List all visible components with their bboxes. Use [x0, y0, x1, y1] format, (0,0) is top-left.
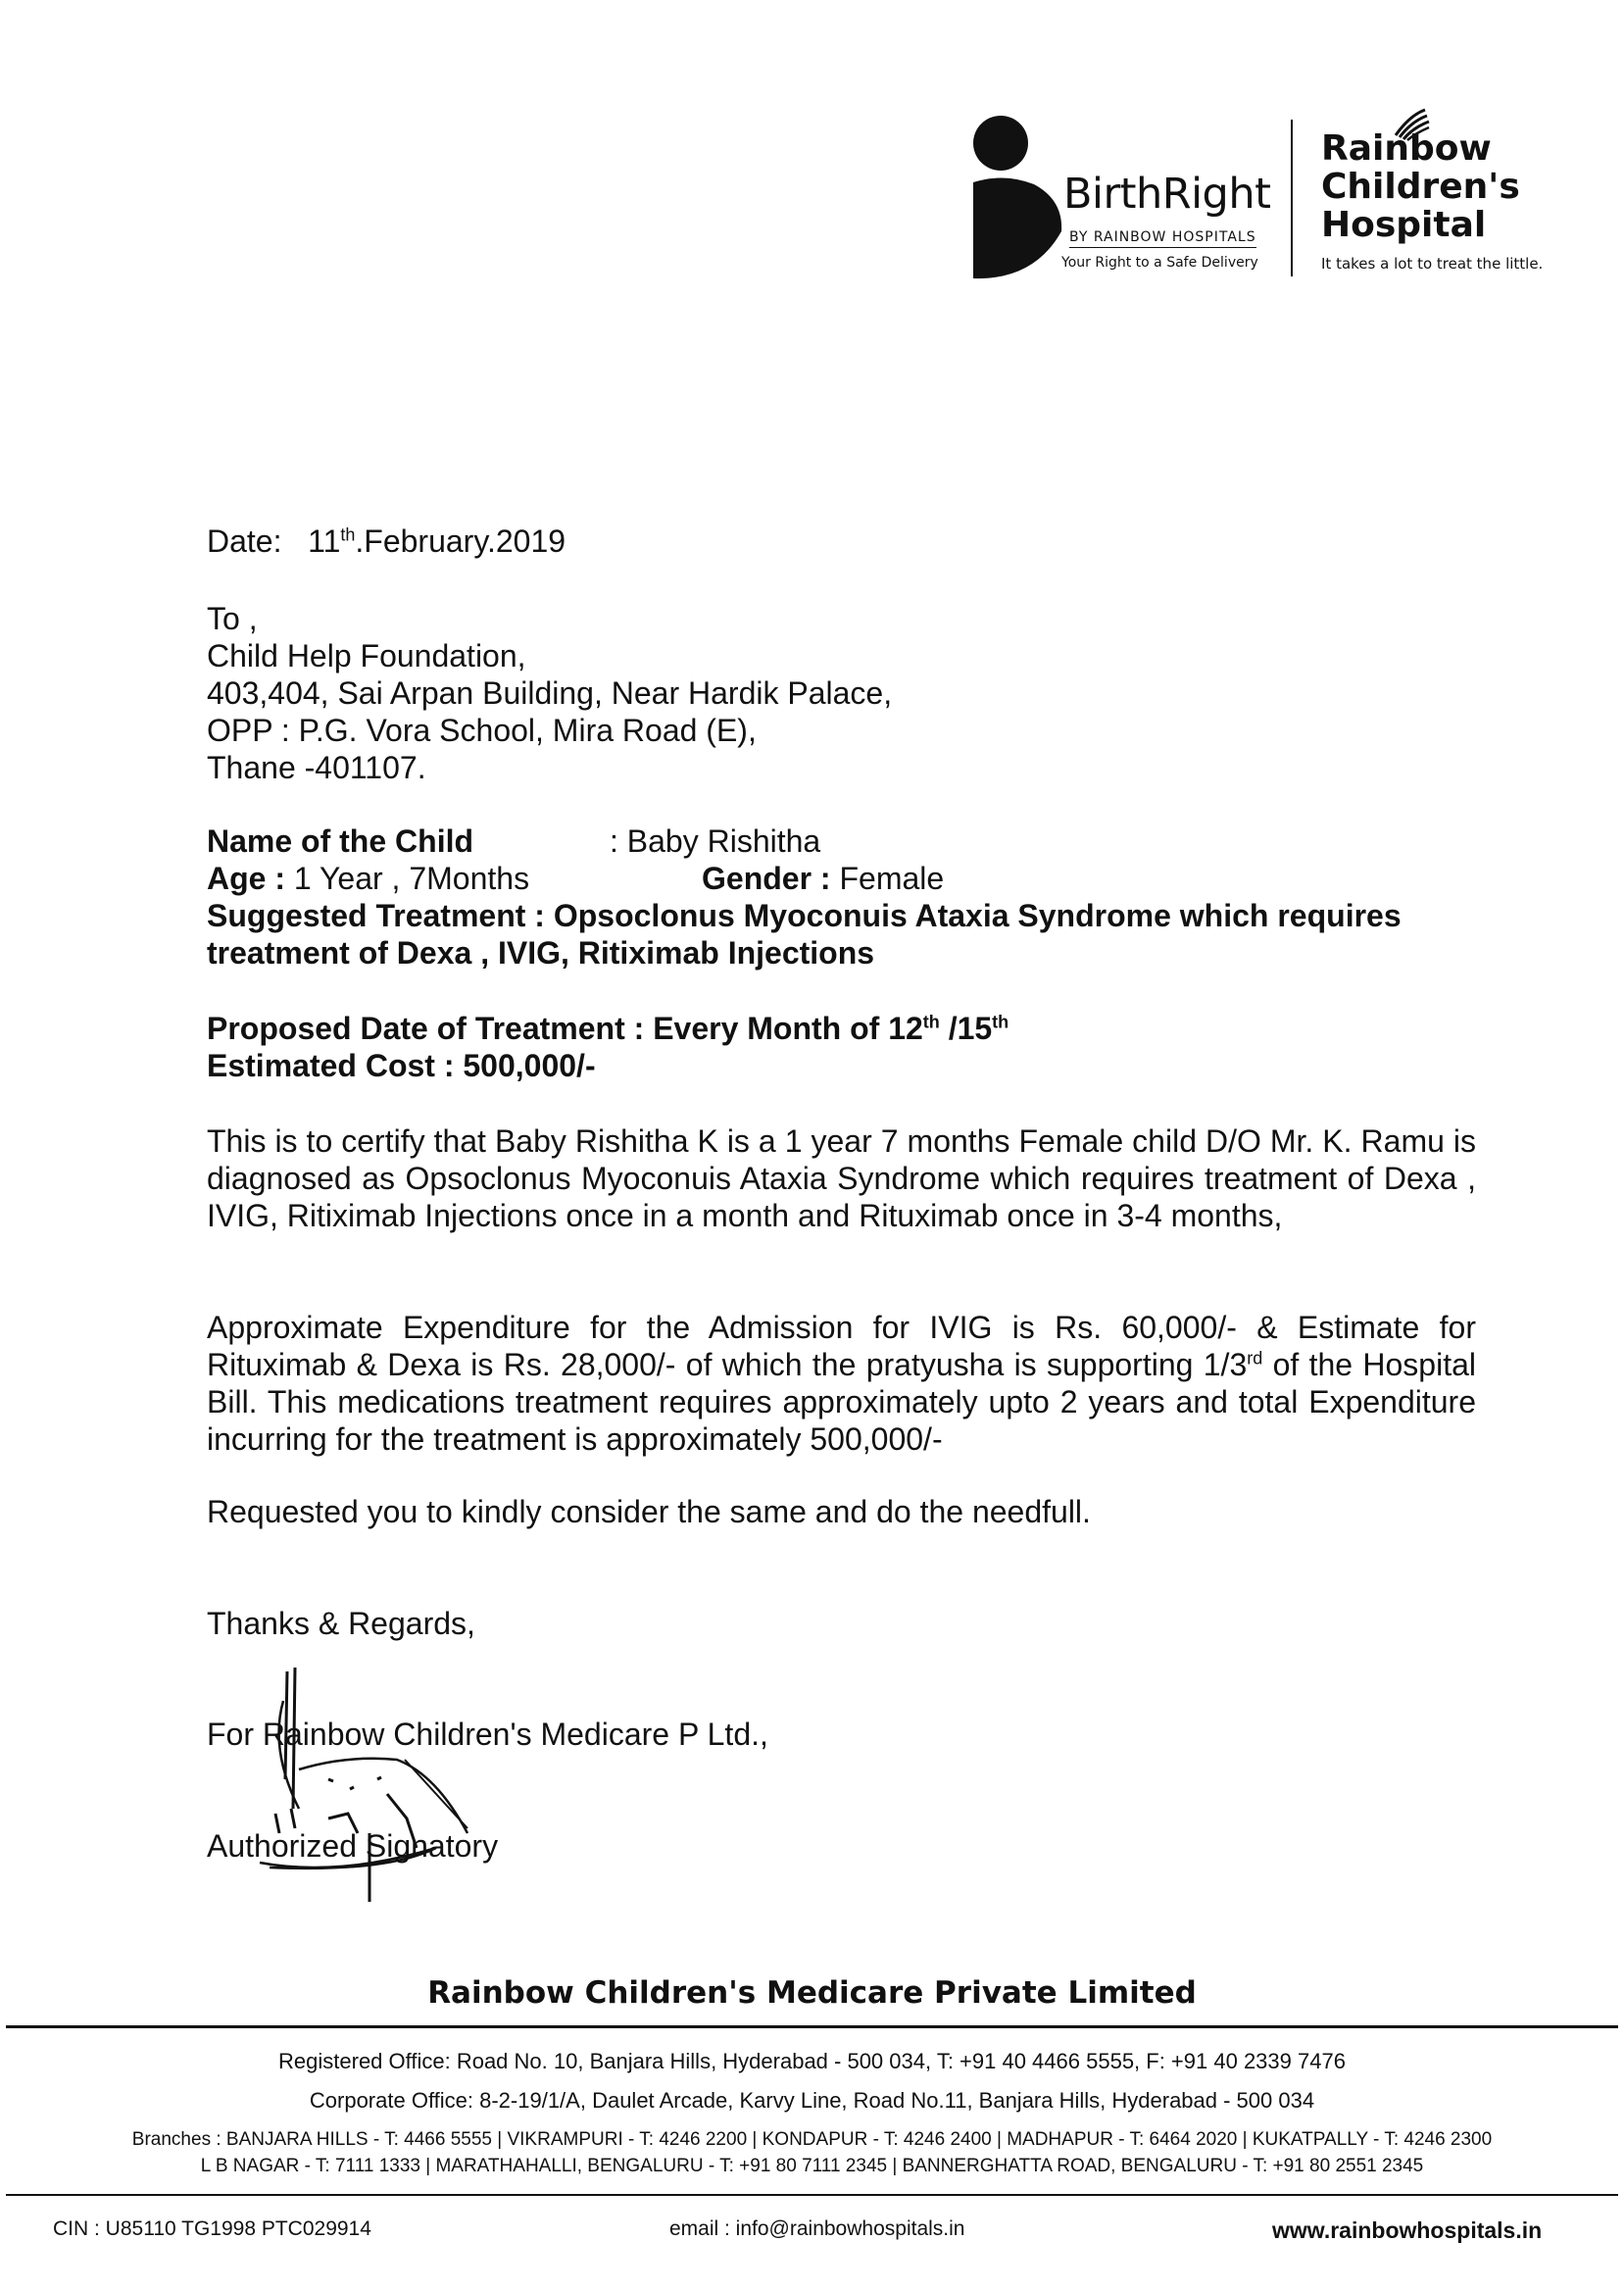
estimated-cost: Estimated Cost : 500,000/- [207, 1048, 596, 1083]
treatment-line: treatment of Dexa , IVIG, Ritiximab Injections [207, 935, 875, 971]
rainbow-line2: Children's [1321, 167, 1520, 207]
gender-line [702, 860, 944, 897]
para2-a: Approximate Expenditure for the Admission for IVIG is Rs. 60,000/- & Estimate for Rituximab & Dexa is Rs. 28,000/- of which the pratyusha is supporting 1/3 [207, 1310, 1476, 1382]
to-label: To , [207, 601, 258, 636]
footer-website: www.rainbowhospitals.in [1272, 2217, 1543, 2243]
proposed-date [207, 1010, 1009, 1047]
registered-office: Registered Office: Road No. 10, Banjara Hills, Hyderabad - 500 034, T: +91 40 4466 5555, F: +91 40 2339 7476 [278, 2049, 1346, 2073]
address-line: 403,404, Sai Arpan Building, Near Hardik Palace, [207, 675, 893, 711]
date-rest: .February.2019 [355, 523, 566, 559]
gender-label: Gender : [702, 861, 831, 896]
footer-email: email : info@rainbowhospitals.in [669, 2217, 965, 2240]
date-label: Date: [207, 523, 282, 559]
footer-rule-bottom [6, 2194, 1618, 2196]
para2-sup: rd [1247, 1348, 1263, 1369]
address-line: Child Help Foundation, [207, 638, 526, 673]
certification-paragraph: This is to certify that Baby Rishitha K is a 1 year 7 months Female child D/O Mr. K. Ramu is diagnosed as Opsoclonus Myoconuis Ataxia Syndrome which requires treatment of Dexa , IVIG, Ritiximab Injections once in a month and Rituximab once in 3-4 months, [207, 1123, 1476, 1233]
rainbow-line1: Rainbow [1321, 128, 1492, 169]
proposed-sup2: th [992, 1012, 1009, 1032]
birthright-tagline: Your Right to a Safe Delivery [1061, 255, 1258, 271]
corporate-office: Corporate Office: 8-2-19/1/A, Daulet Arcade, Karvy Line, Road No.11, Banjara Hills, Hyderabad - 500 034 [309, 2088, 1315, 2113]
signatory-label: Authorized Signatory [207, 1828, 499, 1864]
age-line [207, 860, 529, 897]
letterhead-logos [965, 106, 1553, 282]
proposed-prefix: Proposed Date of Treatment : Every Month of 12 [207, 1011, 923, 1046]
child-name-value: : Baby Rishitha [610, 823, 821, 859]
request-line: Requested you to kindly consider the same and do the needfull. [207, 1494, 1091, 1529]
branches-line2: L B NAGAR - T: 7111 1333 | MARATHAHALLI, BENGALURU - T: +91 80 7111 2345 | BANNERGHATTA ROAD, BENGALURU - T: +91 80 2551 2345 [200, 2156, 1424, 2176]
expenditure-paragraph [207, 1309, 1476, 1458]
child-name-label: Name of the Child [207, 823, 474, 859]
rainbow-tagline: It takes a lot to treat the little. [1321, 255, 1544, 273]
birthright-name: BirthRight [1063, 170, 1271, 219]
branches-line1: Branches : BANJARA HILLS - T: 4466 5555 | VIKRAMPURI - T: 4246 2200 | KONDAPUR - T: 4246 2400 | MADHAPUR - T: 6464 2020 | KUKATPALLY - T: 4246 2300 [131, 2129, 1493, 2150]
cin-number: CIN : U85110 TG1998 PTC029914 [53, 2217, 371, 2240]
age-value: 1 Year , 7Months [285, 861, 530, 896]
treatment-line: Suggested Treatment : Opsoclonus Myoconuis Ataxia Syndrome which requires [207, 898, 1402, 933]
para2-b: of the Hospital Bill. This medications treatment requires approximately upto 2 years and total Expenditure incurring for the treatment is approximately 500,000/- [207, 1347, 1477, 1457]
address-line: OPP : P.G. Vora School, Mira Road (E), [207, 713, 757, 748]
date-sup: th [340, 524, 356, 545]
rainbow-line3: Hospital [1321, 205, 1487, 245]
birthright-by-line: BY RAINBOW HOSPITALS [1069, 229, 1256, 248]
recipient-address [207, 637, 892, 786]
age-label: Age : [207, 861, 285, 896]
proposed-sup1: th [922, 1012, 940, 1032]
proposed-mid: /15 [939, 1011, 993, 1046]
birthright-logo-icon [965, 114, 1063, 280]
gender-value: Female [830, 861, 945, 896]
suggested-treatment [207, 897, 1481, 971]
footer-rule-top [6, 2025, 1618, 2028]
footer-company-name: Rainbow Children's Medicare Private Limited [427, 1975, 1197, 2011]
date-line [207, 523, 566, 560]
signature-scribble [240, 1662, 485, 1907]
address-line: Thane -401107. [207, 750, 426, 785]
logo-divider [1291, 120, 1293, 276]
thanks-line: Thanks & Regards, [207, 1606, 475, 1641]
for-company-line: For Rainbow Children's Medicare P Ltd., [207, 1717, 768, 1752]
date-day: 11 [308, 523, 341, 559]
